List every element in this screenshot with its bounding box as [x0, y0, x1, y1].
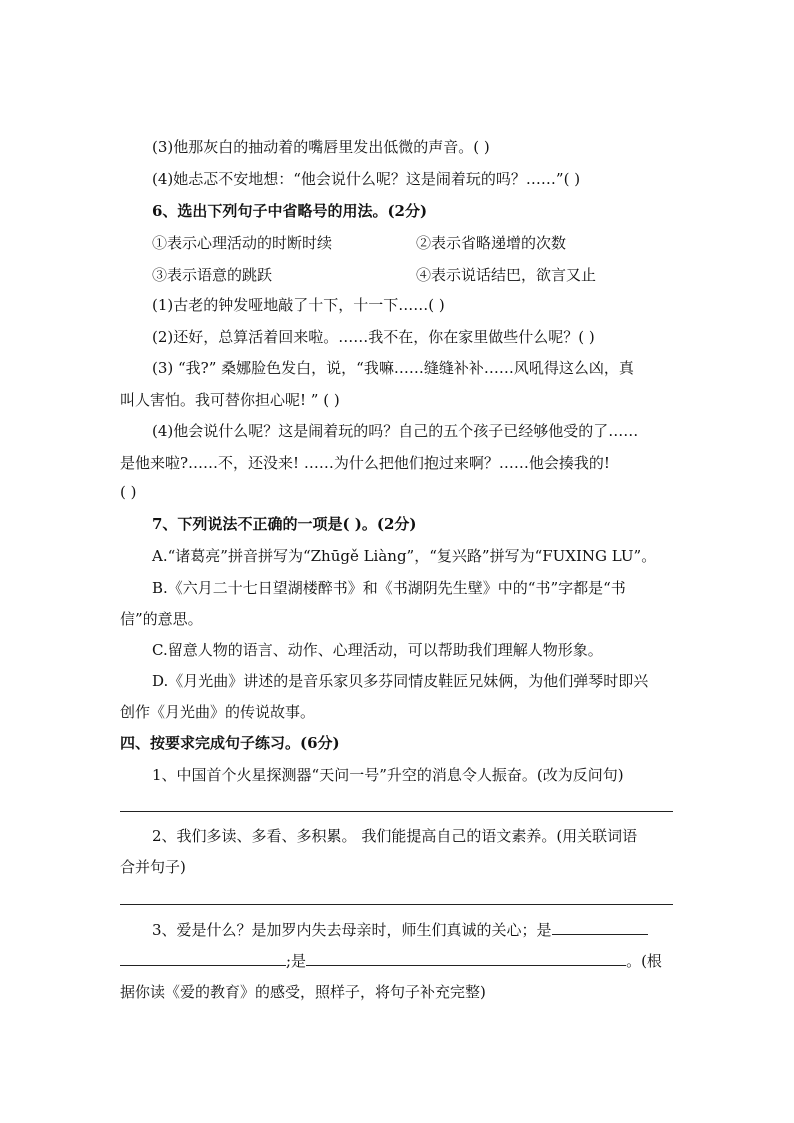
sec4-q1: 1、中国首个火星探测器“天问一号”升空的消息令人振奋。(改为反问句)	[152, 766, 624, 784]
q6-heading: 6、选出下列句子中省略号的用法。(2分)	[152, 202, 428, 220]
q5-item-4: (4)她忐忑不安地想：“他会说什么呢？这是闹着玩的吗？……”( )	[152, 170, 581, 188]
q6-sentence-4a: (4)他会说什么呢？这是闹着玩的吗？自己的五个孩子已经够他受的了……	[152, 422, 639, 440]
q6-option-4: ④表示说话结巴，欲言又止	[416, 266, 597, 284]
q7-heading: 7、下列说法不正确的一项是( )。(2分)	[152, 515, 417, 533]
q6-option-3: ③表示语意的跳跃	[152, 266, 273, 284]
sec4-q3c: 据你读《爱的教育》的感受，照样子，将句子补充完整)	[120, 983, 486, 1001]
sec4-q2a: 2、我们多读、多看、多积累。 我们能提高自己的语文素养。(用关联词语	[152, 827, 638, 845]
q7-option-d-2: 创作《月光曲》的传说故事。	[120, 703, 316, 721]
sec4-q2b: 合并句子)	[120, 858, 186, 876]
q6-option-2: ②表示省略递增的次数	[416, 234, 567, 252]
sec4-q3a-text: 3、爱是什么？是加罗内失去母亲时，师生们真诚的关心；是	[152, 921, 552, 939]
q6-sentence-4c: ( )	[120, 483, 137, 501]
q7-option-a: A.“诸葛亮”拼音拼写为“Zhūgě Liàng”，“复兴路”拼写为“FUXING LU”。	[152, 547, 657, 565]
q6-sentence-2: (2)还好，总算活着回来啦。……我不在，你在家里做些什么呢？( )	[152, 328, 595, 346]
q6-sentence-1: (1)古老的钟发哑地敲了十下，十一下……( )	[152, 296, 445, 314]
sec4-q1-answer-line[interactable]	[120, 811, 673, 812]
sec4-q3-blank-1-continued[interactable]	[120, 951, 286, 966]
q7-option-d-1: D.《月光曲》讲述的是音乐家贝多芬同情皮鞋匠兄妹俩，为他们弹琴时即兴	[152, 672, 649, 690]
sec4-q3a	[152, 920, 648, 940]
q6-sentence-3a: (3) “我?” 桑娜脸色发白，说，“我嘛……缝缝补补……风吼得这么凶，真	[152, 359, 634, 377]
sec4-q3-blank-1[interactable]	[552, 920, 648, 935]
sec4-q3-blank-2[interactable]	[306, 951, 626, 966]
q7-option-c: C.留意人物的语言、动作、心理活动，可以帮助我们理解人物形象。	[152, 641, 603, 659]
q6-sentence-4b: 是他来啦?……不，还没来! ……为什么把他们抱过来啊？……他会揍我的!	[120, 454, 610, 472]
sec4-q3b-end: 。(根	[626, 952, 662, 970]
q7-option-b-2: 信”的意思。	[120, 610, 203, 628]
sec4-q3b-mid: ;是	[286, 952, 307, 970]
section-4-heading: 四、按要求完成句子练习。(6分)	[120, 734, 340, 752]
q7-option-b-1: B.《六月二十七日望湖楼醉书》和《书湖阴先生壁》中的“书”字都是“书	[152, 579, 626, 597]
sec4-q2-answer-line[interactable]	[120, 904, 673, 905]
q6-option-1: ①表示心理活动的时断时续	[152, 234, 333, 252]
q5-item-3: (3)他那灰白的抽动着的嘴唇里发出低微的声音。( )	[152, 138, 490, 156]
q6-sentence-3b: 叫人害怕。我可替你担心呢! ” ( )	[120, 391, 340, 409]
sec4-q3b	[120, 951, 662, 971]
